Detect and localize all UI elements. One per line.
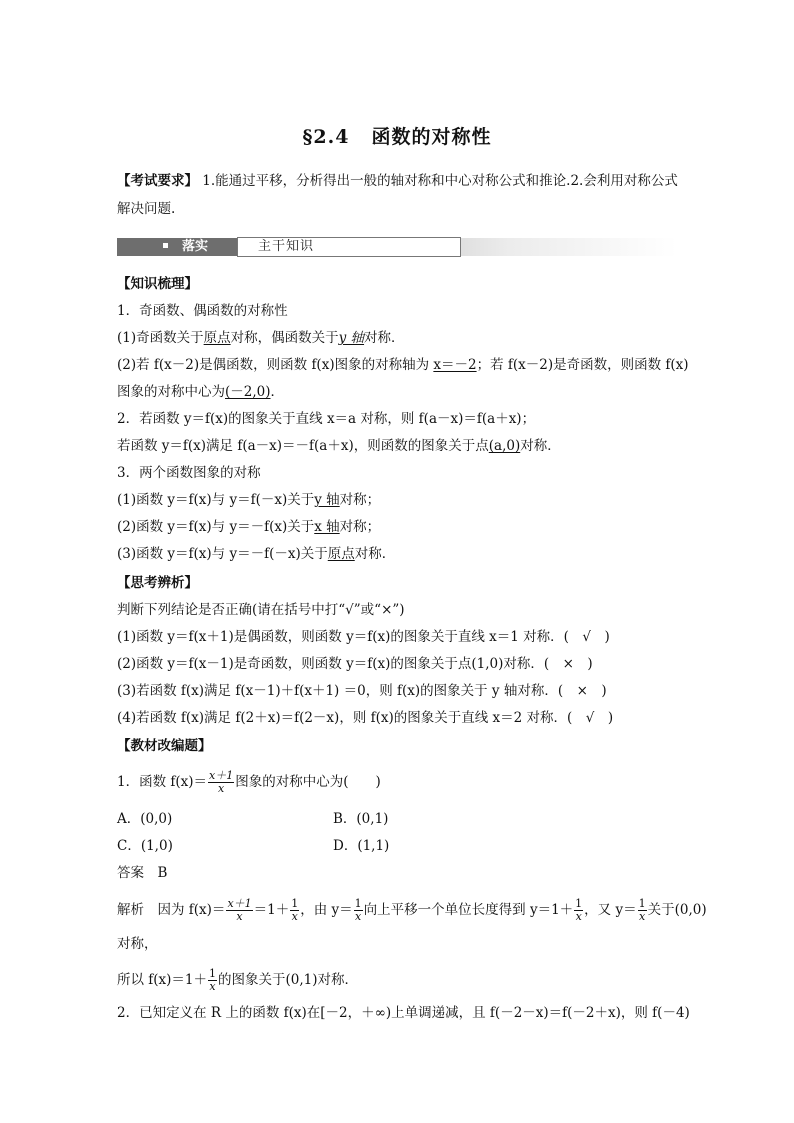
exam-requirements [117, 170, 677, 192]
knowledge-line-5: (1)函数 y＝f(x)与 y＝f(－x)关于y 轴对称； [117, 492, 381, 508]
fraction: $\frac{1}{x}$ [575, 897, 583, 923]
option-a: A．(0,0) [117, 811, 173, 827]
thinking-tag: 【思考辨析】 [117, 575, 198, 591]
question-1: 1．函数 f(x)＝ $\frac{x+1}{x}$ 图象的对称中心为( ) [117, 769, 381, 795]
answer: 答案 B [117, 865, 168, 881]
knowledge-line-3: 图象的对称中心为(－2,0)． [117, 384, 285, 400]
solution-line-3: 所以 f(x)＝1＋ $\frac{1}{x}$ 的图象关于(0,1)对称． [117, 967, 359, 993]
banner-light-label: 主干知识 [237, 237, 461, 257]
knowledge-heading-3: 3．两个函数图象的对称 [117, 465, 261, 481]
thinking-item-4: (4)若函数 f(x)满足 f(2＋x)＝f(2－x)，则 f(x)的图象关于直线 x＝2 对称．( √ ) [117, 710, 614, 726]
fraction: $\frac{1}{x}$ [638, 897, 646, 923]
square-bullet-icon [163, 243, 168, 248]
thinking-intro: 判断下列结论是否正确(请在括号中打“√”或“×”) [117, 602, 405, 618]
banner-dark-label: 落实 [117, 238, 237, 256]
fraction: $\frac{1}{x}$ [354, 897, 362, 923]
knowledge-heading-1: 1．奇函数、偶函数的对称性 [117, 303, 288, 319]
thinking-item-3: (3)若函数 f(x)满足 f(x－1)＋f(x＋1) ＝0，则 f(x)的图象关于 y 轴对称．( × ) [117, 683, 607, 699]
requirements-line-2: 解决问题. [117, 201, 176, 217]
option-c: C．(1,0) [117, 838, 173, 854]
knowledge-line-2: (2)若 f(x－2)是偶函数，则函数 f(x)图象的对称轴为 x＝－2；若 f(x－2)是奇函数，则函数 f(x) [117, 357, 689, 373]
fraction: $\frac{x+1}{x}$ [227, 897, 252, 923]
option-row-2 [117, 835, 677, 857]
knowledge-line-1: (1)奇函数关于原点对称，偶函数关于y 轴对称． [117, 330, 405, 346]
section-heading: 函数的对称性 [371, 126, 492, 148]
knowledge-line-7: (3)函数 y＝f(x)与 y＝－f(－x)关于原点对称． [117, 546, 396, 562]
requirements-tag: 【考试要求】 [117, 173, 198, 189]
question-2: 2．已知定义在 R 上的函数 f(x)在[－2，＋∞)上单调递减，且 f(－2－x)＝f(－2＋x)，则 f(－4) [117, 1005, 690, 1021]
requirements-text-1: 1.能通过平移，分析得出一般的轴对称和中心对称公式和推论.2.会利用对称公式 [198, 173, 678, 189]
knowledge-tag: 【知识梳理】 [117, 276, 198, 292]
section-title [0, 122, 794, 149]
knowledge-heading-2: 2．若函数 y＝f(x)的图象关于直线 x＝a 对称，则 f(a－x)＝f(a＋x)； [117, 411, 536, 427]
textbook-tag: 【教材改编题】 [117, 738, 212, 754]
section-banner [117, 236, 677, 258]
fraction: $\frac{1}{x}$ [291, 897, 299, 923]
option-b: B．(0,1) [333, 811, 389, 827]
option-row-1 [117, 808, 677, 830]
fraction: $\frac{1}{x}$ [209, 967, 217, 993]
solution-line-1: 解析 因为 f(x)＝ $\frac{x+1}{x}$ ＝1＋ $\frac{1}{x}$ ，由 y＝ $\frac{1}{x}$ 向上平移一个单位长度得到 y＝1＋ $\frac{1}{x}$ ，又 y＝ $\frac{1}{x}$ 关于(0,0) [117, 897, 707, 923]
thinking-item-1: (1)函数 y＝f(x＋1)是偶函数，则函数 y＝f(x)的图象关于直线 x＝1 对称．( √ ) [117, 629, 610, 645]
option-d: D．(1,1) [333, 838, 390, 854]
section-number: §2.4 [302, 126, 350, 148]
solution-line-2: 对称， [117, 936, 158, 952]
thinking-item-2: (2)函数 y＝f(x－1)是奇函数，则函数 y＝f(x)的图象关于点(1,0)对称．( × ) [117, 656, 593, 672]
fraction: $\frac{x+1}{x}$ [209, 769, 234, 795]
knowledge-line-6: (2)函数 y＝f(x)与 y＝－f(x)关于x 轴对称； [117, 519, 381, 535]
knowledge-line-4: 若函数 y＝f(x)满足 f(a－x)＝－f(a＋x)，则函数的图象关于点(a,0)对称． [117, 438, 561, 454]
